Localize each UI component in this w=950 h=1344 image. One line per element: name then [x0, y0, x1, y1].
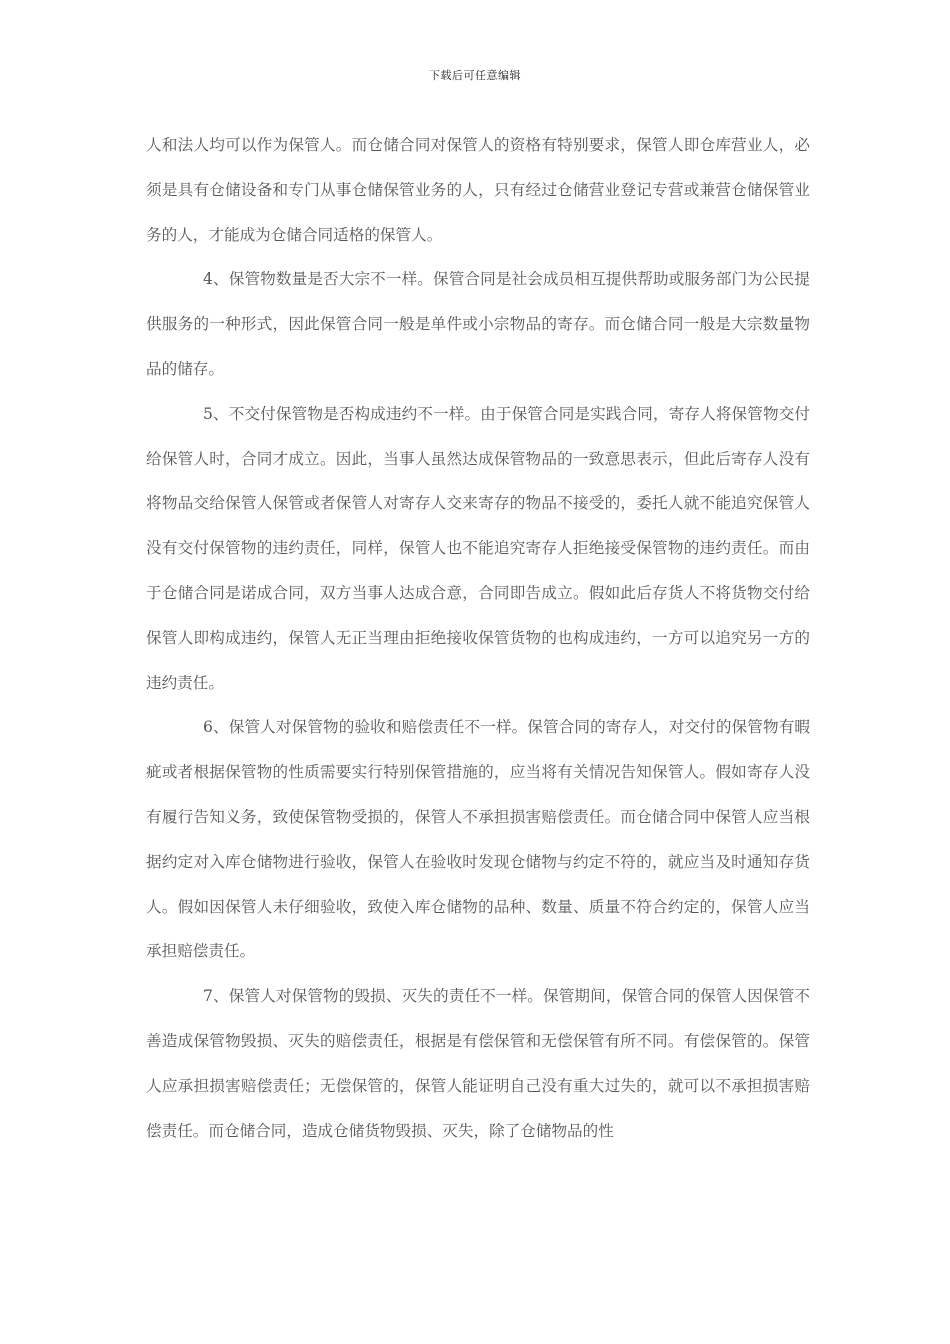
paragraph-item-5: 5、不交付保管物是否构成违约不一样。由于保管合同是实践合同，寄存人将保管物交付给保管人时，合同才成立。因此，当事人虽然达成保管物品的一致意思表示，但此后寄存人没有将物品交给保管人保管或者保管人对寄存人交来寄存的物品不接受的，委托人就不能追究保管人没有交付保管物的违约责任，同样，保管人也不能追究寄存人拒绝接受保管物的违约责任。而由于仓储合同是诺成合同，双方当事人达成合意，合同即告成立。假如此后存货人不将货物交付给保管人即构成违约，保管人无正当理由拒绝接收保管货物的也构成违约，一方可以追究另一方的违约责任。	[146, 404, 810, 692]
paragraph-continuation: 人和法人均可以作为保管人。而仓储合同对保管人的资格有特别要求，保管人即仓库营业人，必须是具有仓储设备和专门从事仓储保管业务的人，只有经过仓储营业登记专营或兼营仓储保管业务的人，才能成为仓储合同适格的保管人。	[146, 136, 810, 244]
header-note: 下载后可任意编辑	[429, 69, 521, 82]
paragraph-item-6: 6、保管人对保管物的验收和赔偿责任不一样。保管合同的寄存人，对交付的保管物有暇疵或者根据保管物的性质需要实行特别保管措施的，应当将有关情况告知保管人。假如寄存人没有履行告知义务，致使保管物受损的，保管人不承担损害赔偿责任。而仓储合同中保管人应当根据约定对入库仓储物进行验收，保管人在验收时发现仓储物与约定不符的，就应当及时通知存货人。假如因保管人未仔细验收，致使入库仓储物的品种、数量、质量不符合约定的，保管人应当承担赔偿责任。	[146, 718, 810, 961]
paragraph-item-7: 7、保管人对保管物的毁损、灭失的责任不一样。保管期间，保管合同的保管人因保管不善造成保管物毁损、灭失的赔偿责任，根据是有偿保管和无偿保管有所不同。有偿保管的。保管人应承担损害赔偿责任；无偿保管的，保管人能证明自己没有重大过失的，就可以不承担损害赔偿责任。而仓储合同，造成仓储货物毁损、灭失，除了仓储物品的性	[146, 987, 810, 1140]
document-body	[146, 123, 810, 1153]
paragraph-item-4: 4、保管物数量是否大宗不一样。保管合同是社会成员相互提供帮助或服务部门为公民提供服务的一种形式，因此保管合同一般是单件或小宗物品的寄存。而仓储合同一般是大宗数量物品的储存。	[146, 270, 810, 378]
